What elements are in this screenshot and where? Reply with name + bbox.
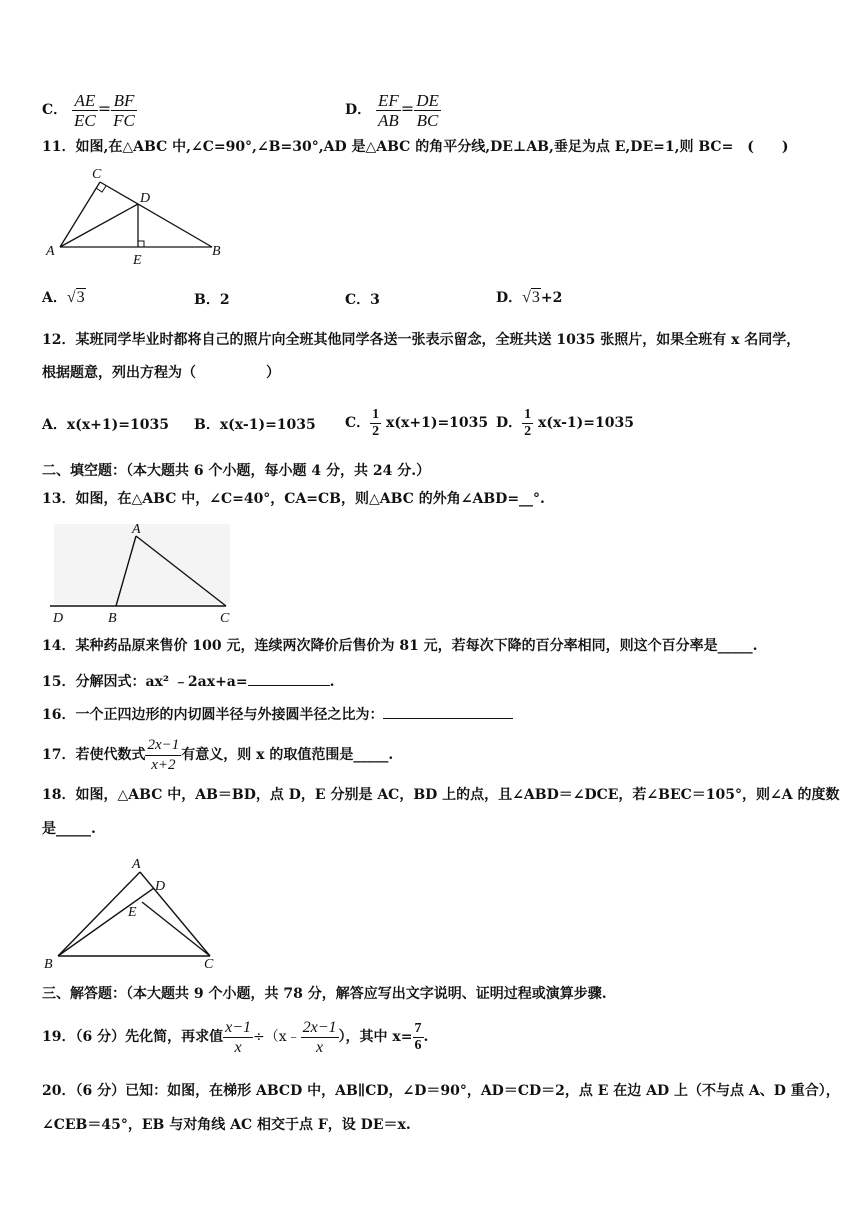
section-2-heading: 二、填空题：（本大题共 6 个小题，每小题 4 分，共 24 分.） bbox=[42, 463, 431, 479]
q19-text: 19．（6 分）先化简，再求值 $\frac{x-1}{x}$ ÷（x﹣ $\frac{2x-1}{x}$ ），其中 x= $\frac{7}{6}$ . bbox=[42, 1018, 429, 1056]
q10-d-fraction-rhs: $\frac{DE}{BC}$ bbox=[416, 90, 439, 130]
q12-option-d: D． $\frac{1}{2}$ x(x-1)=1035 bbox=[496, 406, 634, 439]
q18-text-line1: 18．如图，△ABC 中，AB＝BD，点 D，E 分别是 AC，BD 上的点，且∠ABD＝∠DCE，若∠BEC＝105°，则∠A 的度数 bbox=[42, 787, 840, 803]
q11-label-d: D bbox=[140, 191, 151, 206]
q11-option-c: C．3 bbox=[345, 292, 380, 308]
q11-option-d: D．√3+2 bbox=[496, 289, 563, 306]
q10-option-c-label: C． bbox=[42, 102, 68, 118]
q18-label-a: A bbox=[132, 857, 141, 872]
q16-answer-blank bbox=[383, 718, 513, 719]
q13-label-b: B bbox=[108, 611, 117, 626]
q10-c-fraction-rhs: $\frac{BF}{FC}$ bbox=[113, 90, 135, 130]
q10-c-fraction-lhs: $\frac{AE}{EC}$ bbox=[74, 90, 96, 130]
q12-option-c: C． $\frac{1}{2}$ x(x+1)=1035 bbox=[345, 406, 489, 439]
q11-text: 11．如图,在△ABC 中,∠C=90°,∠B=30°,AD 是△ABC 的角平分线,DE⊥AB,垂足为点 E,DE=1,则 BC= ( ) bbox=[42, 139, 789, 155]
section-3-heading: 三、解答题：（本大题共 9 个小题，共 78 分，解答应写出文字说明、证明过程或演算步骤. bbox=[42, 986, 607, 1002]
q13-label-c: C bbox=[220, 611, 230, 626]
q13-label-a: A bbox=[132, 522, 141, 537]
q18-label-e: E bbox=[128, 905, 137, 920]
q18-figure bbox=[42, 854, 227, 972]
q12-text-line1: 12．某班同学毕业时都将自己的照片向全班其他同学各送一张表示留念，全班共送 1035 张照片，如果全班有 x 名同学， bbox=[42, 332, 801, 348]
q20-text-line1: 20．（6 分）已知：如图，在梯形 ABCD 中，AB∥CD，∠D＝90°，AD＝CD＝2，点 E 在边 AD 上（不与点 A、D 重合）， bbox=[42, 1083, 840, 1099]
q11-label-e: E bbox=[133, 253, 142, 268]
q10-option-d-label: D． bbox=[345, 102, 372, 118]
q12-option-b: B．x(x-1)=1035 bbox=[194, 417, 316, 433]
q17-text: 17．若使代数式 $\frac{2x-1}{x+2}$ 有意义，则 x 的取值范围是_____. bbox=[42, 736, 394, 773]
q12-text-line2: 根据题意，列出方程为（ ） bbox=[42, 365, 280, 381]
q18-text-line2: 是_____. bbox=[42, 821, 96, 837]
q18-label-b: B bbox=[44, 957, 53, 972]
q11-figure bbox=[40, 162, 230, 270]
q13-label-d: D bbox=[53, 611, 64, 626]
q11-label-c: C bbox=[92, 167, 102, 182]
q13-figure bbox=[48, 518, 238, 626]
q18-label-c: C bbox=[204, 957, 214, 972]
q11-option-b: B．2 bbox=[194, 292, 230, 308]
q11-label-b: B bbox=[212, 244, 221, 259]
q10-option-d: D． $\frac{EF}{AB}$ = $\frac{DE}{BC}$ bbox=[345, 90, 439, 130]
q11-label-a: A bbox=[46, 244, 55, 259]
q15-text: 15．分解因式：ax² ﹣2ax+a= . bbox=[42, 674, 335, 690]
q12-option-a: A．x(x+1)=1035 bbox=[42, 417, 169, 433]
q18-label-d: D bbox=[155, 879, 166, 894]
q15-answer-blank bbox=[248, 685, 330, 686]
q13-text: 13．如图，在△ABC 中，∠C=40°，CA=CB，则△ABC 的外角∠ABD=__°. bbox=[42, 491, 545, 507]
q14-text: 14．某种药品原来售价 100 元，连续两次降价后售价为 81 元，若每次下降的百分率相同，则这个百分率是_____. bbox=[42, 638, 758, 654]
q20-text-line2: ∠CEB＝45°，EB 与对角线 AC 相交于点 F，设 DE＝x. bbox=[42, 1117, 411, 1133]
q11-option-a: A．√3 bbox=[42, 289, 85, 306]
q16-text: 16．一个正四边形的内切圆半径与外接圆半径之比为： bbox=[42, 706, 513, 724]
q10-d-fraction-lhs: $\frac{EF}{AB}$ bbox=[378, 90, 399, 130]
q10-option-c: C． $\frac{AE}{EC}$ = $\frac{BF}{FC}$ bbox=[42, 90, 135, 130]
